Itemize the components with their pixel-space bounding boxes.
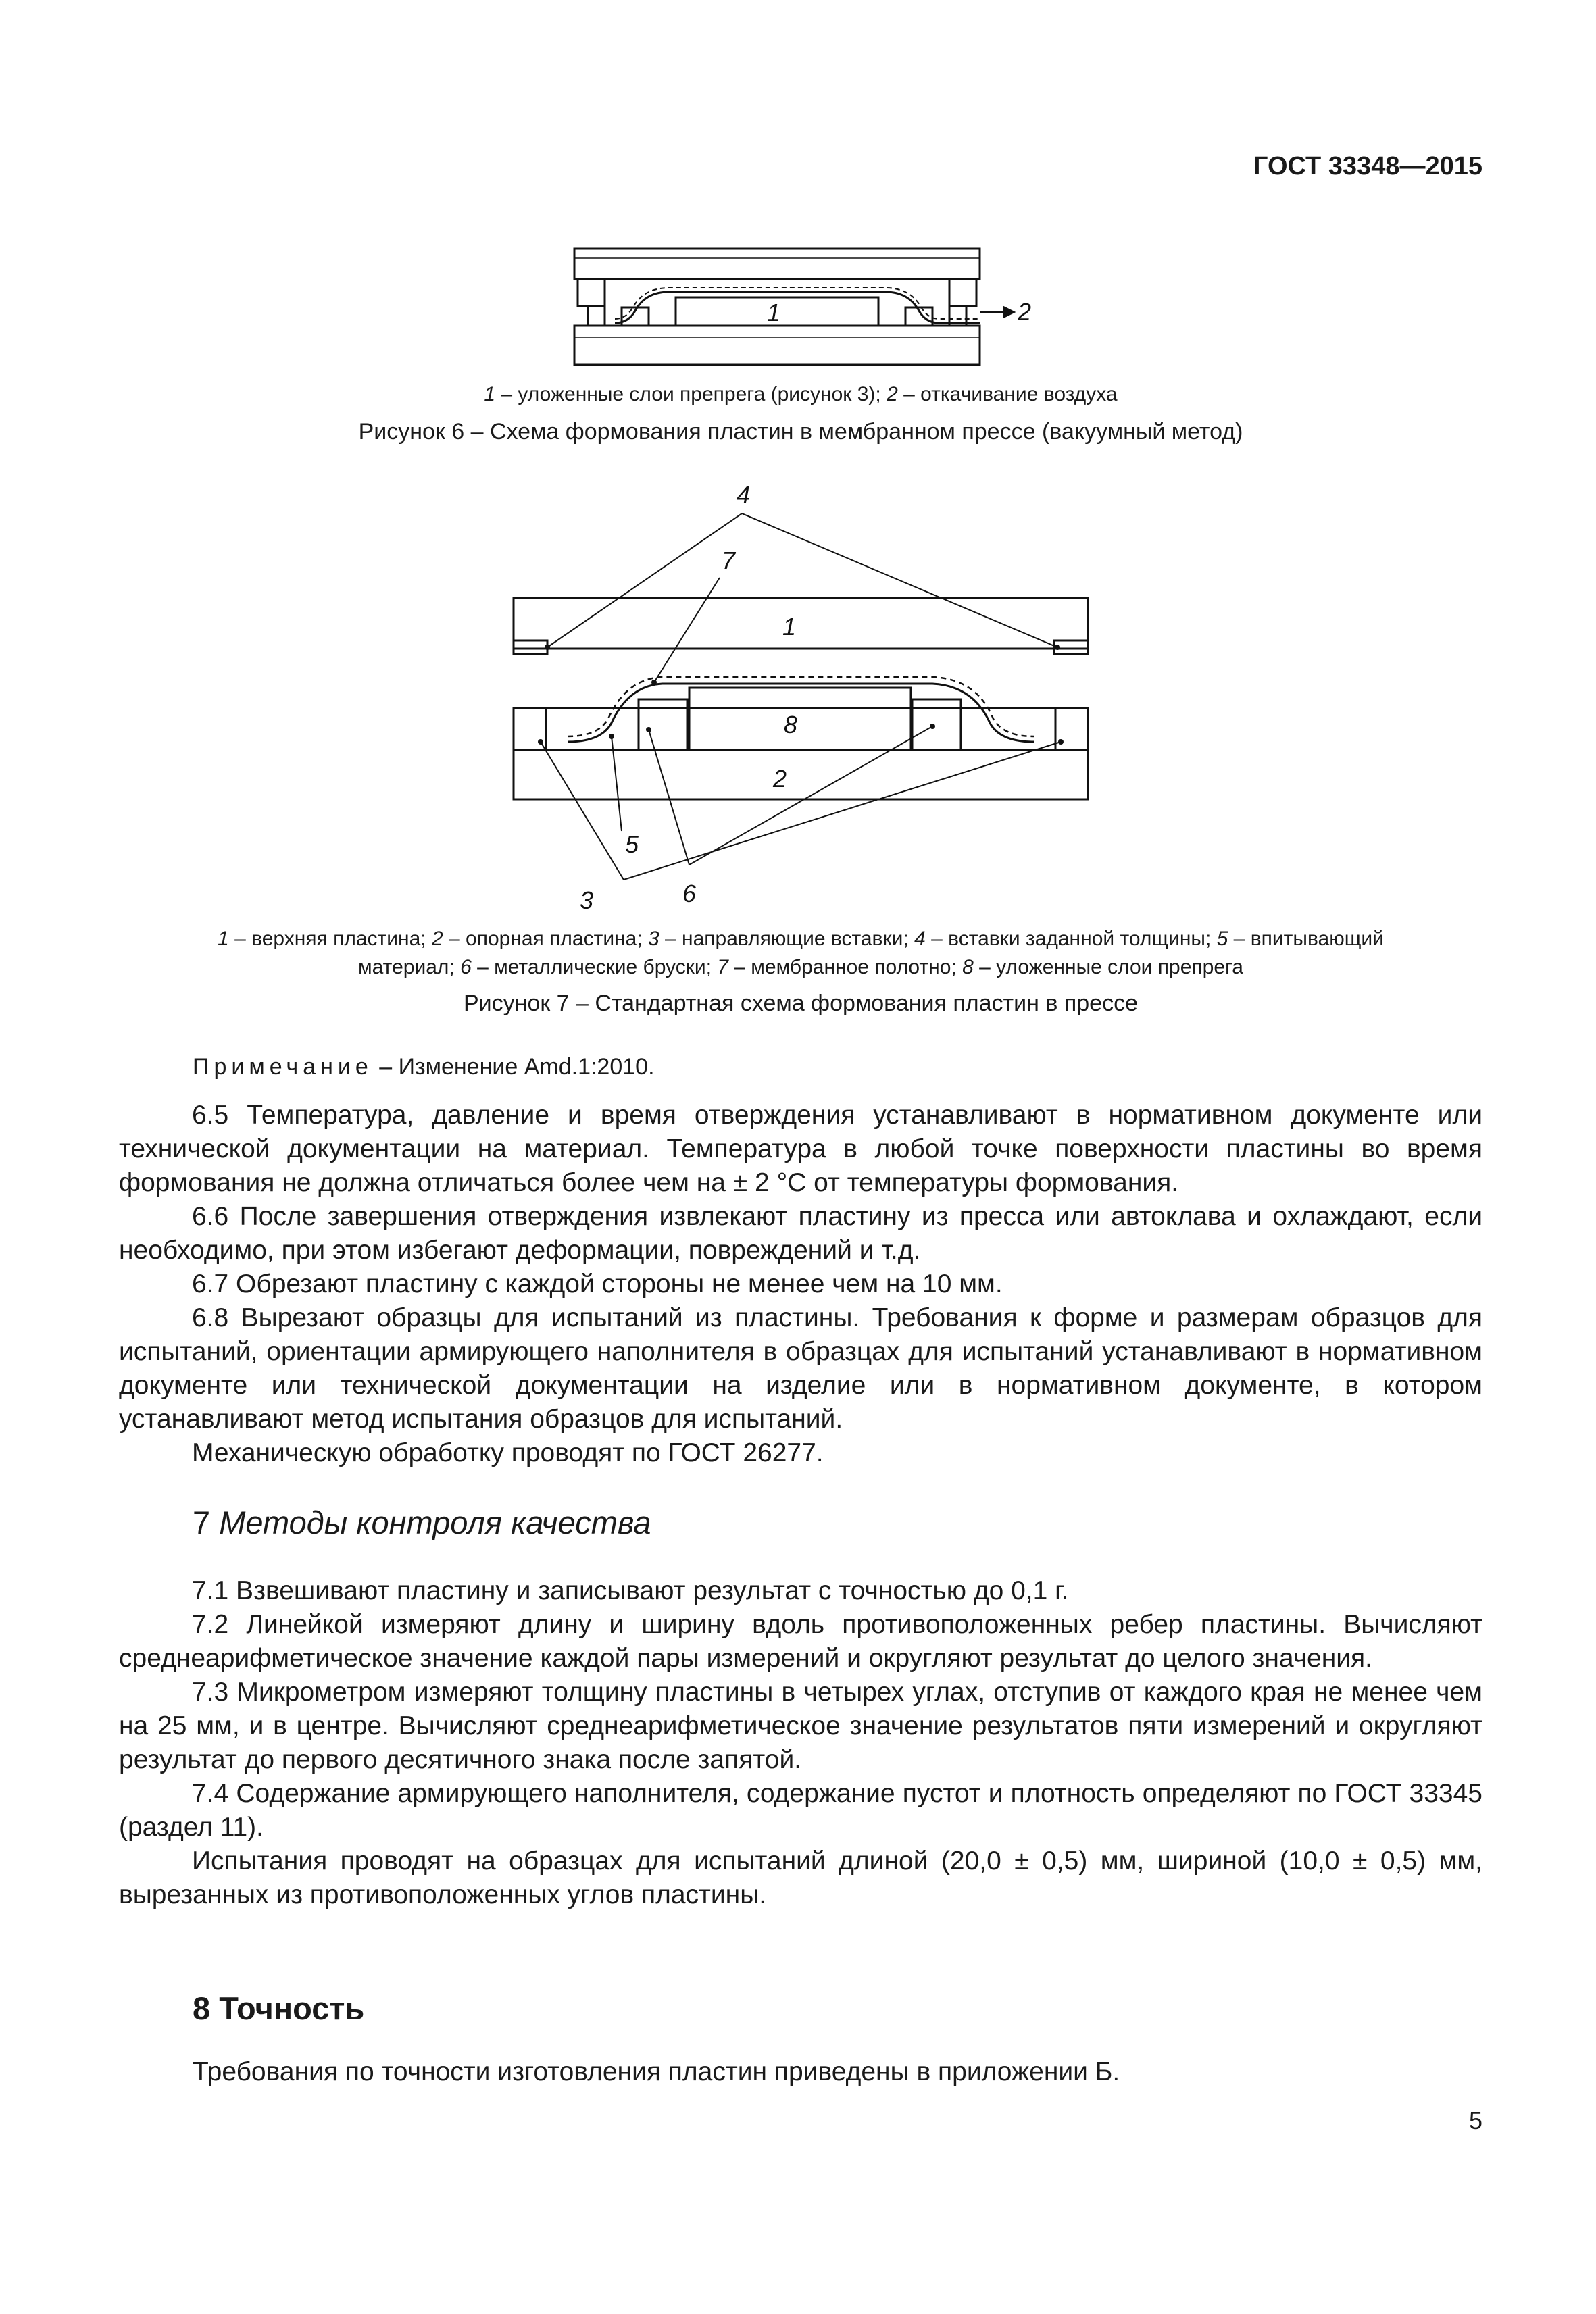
section-8-number: 8 — [193, 1990, 211, 2026]
figure-7-label-5: 5 — [625, 830, 639, 858]
figure-6-legend: 1 – уложенные слои препрега (рисунок 3); 2 – откачивание воздуха — [484, 383, 1118, 405]
section-7-body — [119, 1574, 1482, 1912]
paragraph-7-3: 7.3 Микрометром измеряют толщину пластины в четырех углах, отступив от каждого края не менее чем на 25 мм, и в центре. Вычисляют среднеарифметическое значение результатов пяти измерений и округляют результат до первого десятичного знака после запятой. — [119, 1678, 1482, 1774]
figure-6-label-2: 2 — [1018, 298, 1032, 326]
figure-7-label-8: 8 — [784, 711, 798, 738]
paragraph-6-7: 6.7 Обрезают пластину с каждой стороны не менее чем на 10 мм. — [192, 1269, 1003, 1299]
figure-7-label-2: 2 — [773, 765, 787, 793]
section-7-number: 7 — [193, 1505, 211, 1540]
figure-6-caption: Рисунок 6 – Схема формования пластин в мембранном прессе (вакуумный метод) — [358, 419, 1243, 445]
section-6-body — [119, 1099, 1482, 1470]
note-text: – Изменение Amd.1:2010. — [372, 1054, 655, 1080]
note — [193, 1054, 655, 1080]
figure-7-label-4: 4 — [737, 481, 751, 509]
figure-7-caption: Рисунок 7 – Стандартная схема формования пластин в прессе — [464, 990, 1138, 1016]
figure-7-label-7: 7 — [722, 547, 736, 574]
figure-7-label-6: 6 — [682, 880, 697, 907]
paragraph-6-8: 6.8 Вырезают образцы для испытаний из пластины. Требования к форме и размерам образцов для испытаний, ориентации армирующего наполнителя в образцах для испытаний устанавливают в нормативном документе или технической документации на изделие или в нормативном документе, в котором устанавливают метод испытания образцов для испытаний. — [119, 1303, 1482, 1434]
figure-7-legend-line-1: 1 – верхняя пластина; 2 – опорная пластина; 3 – направляющие вставки; 4 – вставки заданной толщины; 5 – впитывающий — [218, 928, 1384, 950]
note-label: Примечание — [193, 1054, 373, 1080]
section-8-heading — [193, 1990, 364, 2027]
paragraph-7-4: 7.4 Содержание армирующего наполнителя, содержание пустот и плотность определяют по ГОСТ 33345 (раздел 11). — [119, 1779, 1482, 1842]
paragraph-8: Требования по точности изготовления пластин приведены в приложении Б. — [193, 2057, 1120, 2086]
figure-7-label-3: 3 — [580, 886, 594, 912]
page-number: 5 — [1468, 2107, 1482, 2134]
paragraph-7-1: 7.1 Взвешивают пластину и записывают результат с точностью до 0,1 г. — [192, 1576, 1069, 1605]
figure-7-diagram — [500, 466, 1108, 912]
figure-6-diagram — [561, 243, 1047, 368]
paragraph-6-6: 6.6 После завершения отверждения извлекают пластину из пресса или автоклава и охлаждают, если необходимо, при этом избегают деформации, повреждений и т.д. — [119, 1202, 1482, 1265]
figure-7-label-1: 1 — [782, 613, 797, 640]
section-8-title: Точность — [219, 1990, 365, 2026]
paragraph-machining: Механическую обработку проводят по ГОСТ 26277. — [192, 1438, 824, 1467]
section-7-heading — [193, 1504, 651, 1541]
section-7-title: Методы контроля качества — [219, 1505, 651, 1540]
figure-7-legend-line-2: материал; 6 – металлические бруски; 7 – мембранное полотно; 8 – уложенные слои препрега — [358, 956, 1243, 978]
paragraph-7-2: 7.2 Линейкой измеряют длину и ширину вдоль противоположенных ребер пластины. Вычисляют среднеарифметическое значение каждой пары измерений и округляют результат до целого значения. — [119, 1610, 1482, 1673]
paragraph-6-5: 6.5 Температура, давление и время отверждения устанавливают в нормативном документе или технической документации на материал. Температура в любой точке поверхности пластины во время формования не должна отличаться более чем на ± 2 °С от температуры формования. — [119, 1101, 1482, 1197]
figure-6-label-1: 1 — [767, 299, 781, 326]
document-code: ГОСТ 33348—2015 — [1253, 152, 1482, 180]
paragraph-specimens: Испытания проводят на образцах для испытаний длиной (20,0 ± 0,5) мм, шириной (10,0 ± 0,5) мм, вырезанных из противоположенных углов пластины. — [119, 1846, 1482, 1909]
